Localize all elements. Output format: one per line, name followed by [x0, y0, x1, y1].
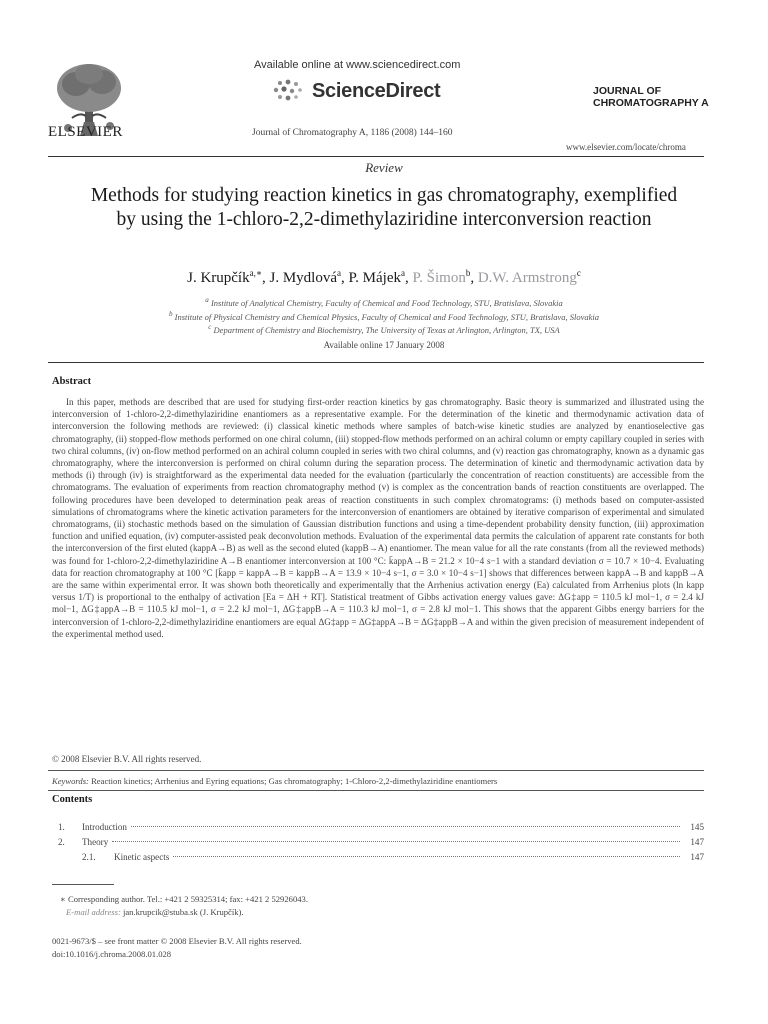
author: D.W. Armstrong$^c$ — [477, 268, 581, 286]
toc-label: Theory — [82, 837, 109, 847]
author: P. Májek$^a$ — [348, 268, 405, 286]
affiliation: $^c$ Department of Chemistry and Biochemistry, The University of Texas at Arlington, Arlington, TX, USA — [208, 323, 560, 335]
publisher-name: ELSEVIER — [48, 124, 123, 140]
journal-name — [593, 85, 709, 109]
article-title: Methods for studying reaction kinetics in gas chromatography, exemplified by using the 1-chloro-2,2-dimethylaziridine interconversion reaction — [90, 185, 678, 230]
footnote-divider — [52, 884, 114, 885]
toc-number: 2.1. — [82, 852, 96, 862]
front-matter-note: 0021-9673/$ – see front matter © 2008 Elsevier B.V. All rights reserved. — [52, 936, 302, 946]
author: J. Krupčík$^{a,∗}$ — [187, 268, 262, 286]
keywords-bottom-divider — [48, 790, 704, 791]
toc-page: 147 — [690, 852, 704, 862]
email-address[interactable]: jan.krupcik@stuba.sk (J. Krupčík). — [122, 907, 244, 917]
toc-leader — [112, 841, 680, 842]
sciencedirect-logo-text: ScienceDirect — [312, 80, 441, 102]
sciencedirect-dots-icon — [270, 79, 310, 103]
article-type: Review — [365, 160, 403, 175]
abstract-heading: Abstract — [52, 376, 92, 387]
keywords-label: Keywords: — [52, 776, 89, 786]
corresponding-author-footnote: ∗ Corresponding author. Tel.: +421 2 59325314; fax: +421 2 52926043. — [60, 894, 308, 904]
toc-label: Introduction — [82, 822, 127, 832]
toc-leader — [173, 856, 680, 857]
email-footnote — [66, 907, 244, 917]
affiliation: $^b$ Institute of Physical Chemistry and Chemical Physics, Faculty of Chemical and Food Technology, STU, Bratislava, Slovakia — [168, 310, 600, 322]
toc-label: Kinetic aspects — [114, 852, 170, 862]
toc-number: 2. — [58, 837, 65, 847]
toc-item-introduction[interactable] — [58, 822, 704, 832]
journal-name-line1: JOURNAL OF — [593, 85, 662, 97]
toc-number: 1. — [58, 822, 65, 832]
journal-website-link[interactable]: www.elsevier.com/locate/chroma — [566, 142, 686, 152]
journal-citation: Journal of Chromatography A, 1186 (2008) 144–160 — [252, 128, 453, 138]
contents-heading: Contents — [52, 794, 93, 805]
journal-name-line2: CHROMATOGRAPHY A — [593, 97, 709, 109]
toc-leader — [131, 826, 680, 827]
toc-item-kinetic-aspects[interactable] — [58, 852, 704, 862]
abstract-copyright: © 2008 Elsevier B.V. All rights reserved. — [52, 754, 202, 764]
available-online-date: Available online 17 January 2008 — [323, 340, 445, 350]
toc-page: 145 — [690, 822, 704, 832]
affiliation: $^a$ Institute of Analytical Chemistry, Faculty of Chemical and Food Technology, STU, Bratislava, Slovakia — [205, 296, 563, 308]
keywords-top-divider — [48, 770, 704, 771]
title-divider — [48, 362, 704, 363]
toc-item-theory[interactable] — [58, 837, 704, 847]
header-divider — [48, 156, 704, 157]
doi-link[interactable]: doi:10.1016/j.chroma.2008.01.028 — [52, 949, 172, 959]
keywords — [52, 776, 497, 786]
author-list: J. Krupčík$^{a,∗}$, J. Mydlová$^a$, P. Májek$^a$, P. Šimon$^b$, D.W. Armstrong$^c$ — [187, 268, 581, 286]
toc-page: 147 — [690, 837, 704, 847]
author: P. Šimon$^b$ — [412, 268, 471, 286]
email-label: E-mail address: — [66, 907, 121, 917]
abstract-text: In this paper, methods are described that are used for studying first-order reaction kinetics by gas chromatography. Basic theory is summarized and illustrated using the interconversion of 1-chloro-2,2-dimethylaziridine enantiomers as a representative example. For the determination of the kinetic and thermodynamic activation data of interconversion the following methods are reviewed: (i) classical kinetic methods where samples of batch-wise kinetic studies are analyzed by enantioselective gas chromatography, (ii) stopped-flow methods performed on one chiral column, (iii) stopped-flow methods performed on an achiral column or empty capillary coupled in series with two chiral columns, (iv) on-flow method performed on an achiral column coupled in series with two chiral columns, and (v) reaction gas chromatography, known as a dynamic gas chromatography, where the interconversion is performed on chiral column during the separation process. The determination of kinetic and thermodynamic activation data by methods (i) through (iv) is straightforward as the experimental data needed for the evaluation (particularly the concentration of reaction constituents) are accessible from the chromatograms. The evaluation of experiments from reaction chromatography method (v) is complex as the concentration bands of reaction constituents are overlapped. The following procedures have been developed to determination peak areas of reaction constituents in such complex chromatograms: (i) methods based on computer-assisted simulations of chromatograms where the kinetic activation parameters for the interconversion of enantiomers are obtained by iterative comparison of experimental and simulated chromatograms, (ii) stochastic methods based on the simulation of Gaussian distribution functions and using a time-dependent probability density function, (iii) approximation function and unified equation, (iv) computer-assisted peak deconvolution methods. Evaluation of the experimental data permits the calculation of apparent rate constants for both the interconversion of the first eluted (kappA→B) as well as the second eluted (kappB→A) enantiomer. The mean value for all the rate constants (from all the reviewed methods) was found for 1-chloro-2,2-dimethylaziridine A→B enantiomer interconversion at 100 °C: k̄appA→B = 21.2 × 10−4 s−1 with a standard deviation σ = 10.7 × 10−4. Evaluating data for reaction chromatography at 100 °C [k̄app = kappA→B = kappB→A = 13.9 × 10−4 s−1, σ = 3.0 × 10−4 s−1] shows that differences between kappA→B and kappB→A are the same within experimental error. It was shown both theoretically and experimentally that the Arrhenius activation energy (Ea) calculated from Arrhenius plots (ln kapp versus 1/T) is proportional to the enthalpy of activation [Ea = ΔH + RT]. Statistical treatment of Gibbs activation energy values gave: ΔG‡app = 110.5 kJ mol−1, σ = 2.4 kJ mol−1, ΔG‡appA→B = 110.5 kJ mol−1, σ = 2.2 kJ mol−1, ΔG‡appB→A = 110.3 kJ mol−1, σ = 2.8 kJ mol−1. This shows that the apparent Gibbs energy barriers for the interconversion of 1-chloro-2,2-dimethylaziridine enantiomers are equal ΔG‡app = ΔG‡appA→B = ΔG‡appB→A and within the given precision of measurement independent of the experimental method used. — [52, 397, 704, 639]
abstract-body — [52, 396, 704, 640]
keywords-text: Reaction kinetics; Arrhenius and Eyring equations; Gas chromatography; 1-Chloro-2,2-dimethylaziridine enantiomers — [91, 776, 498, 786]
author: J. Mydlová$^a$ — [269, 268, 341, 286]
available-online-text: Available online at www.sciencedirect.com — [254, 59, 461, 71]
